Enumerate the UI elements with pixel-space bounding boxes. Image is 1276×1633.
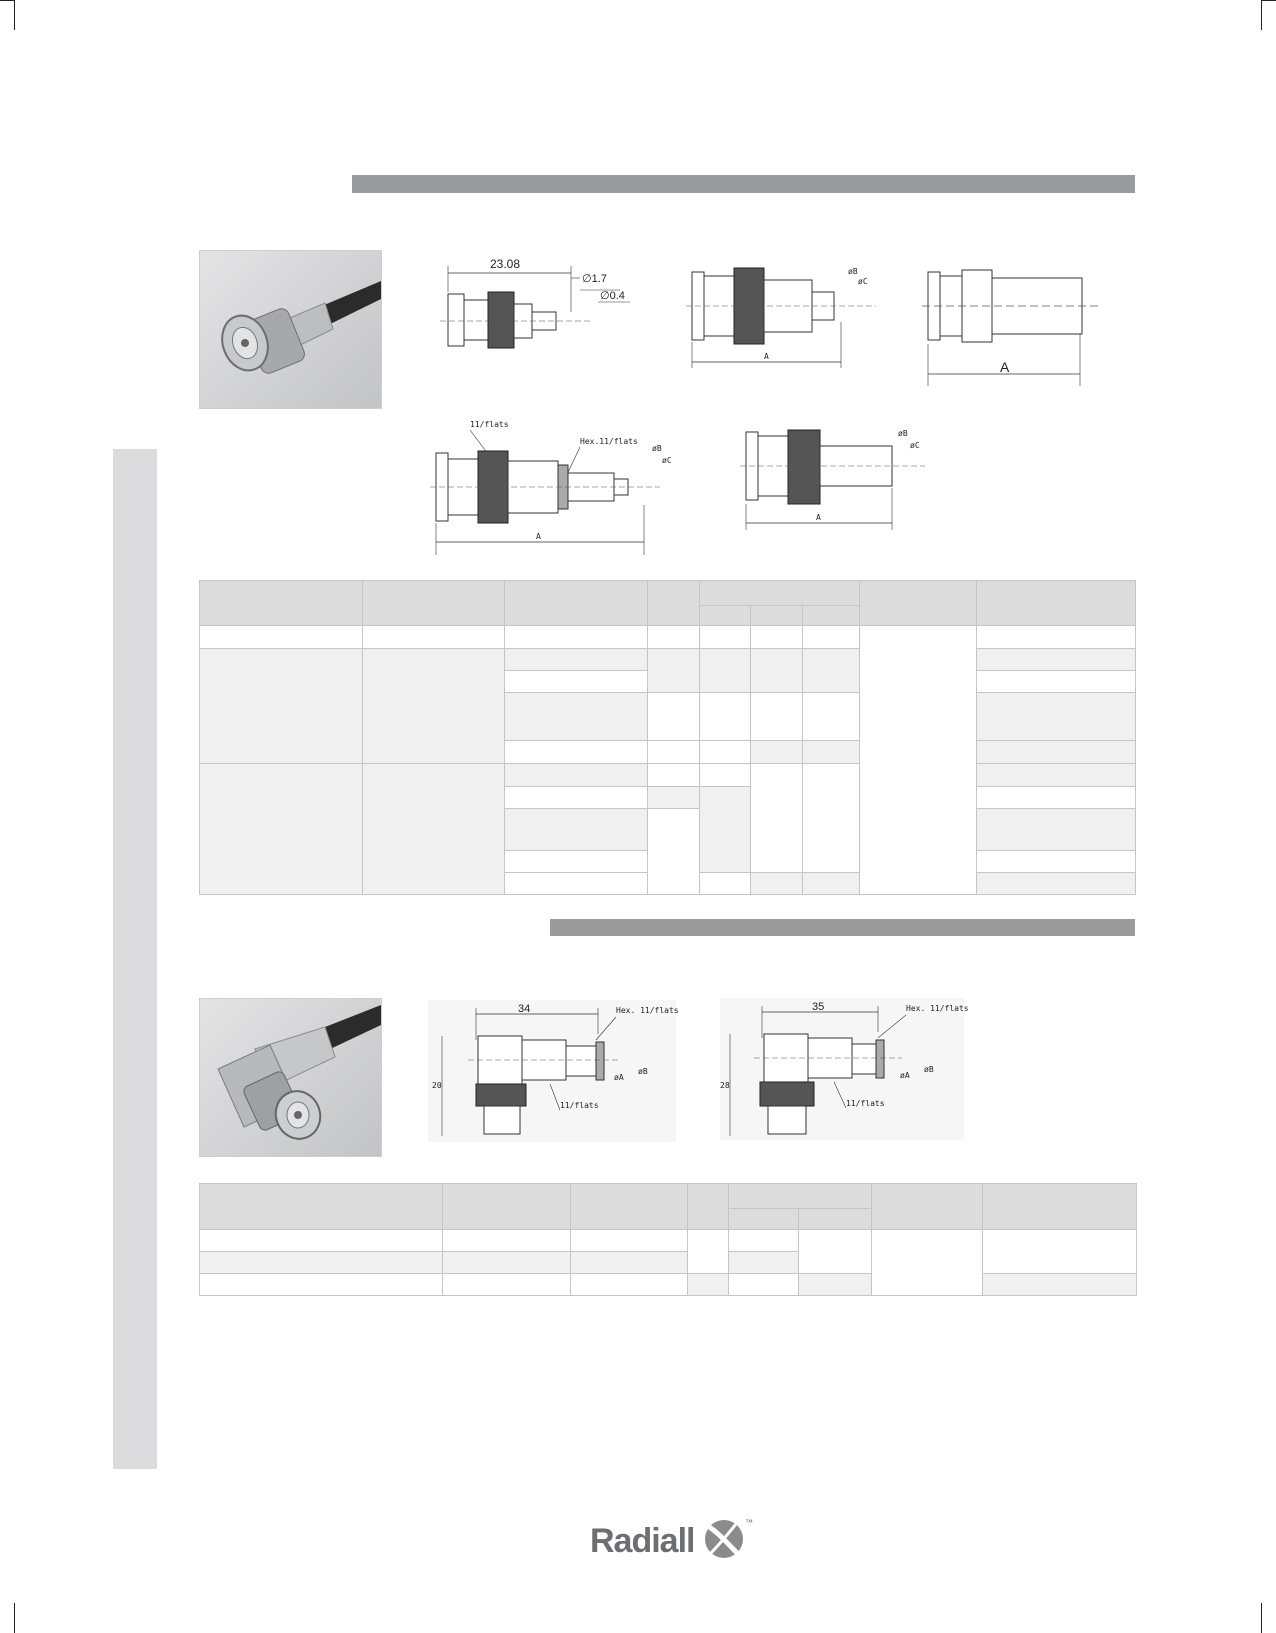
dim-dia-b: øB xyxy=(898,429,908,438)
dimension-drawing-straight-c xyxy=(922,262,1102,392)
table-header xyxy=(860,581,977,626)
trademark: ™ xyxy=(745,1518,753,1527)
dim-dia-c: øC xyxy=(910,441,920,450)
brand-name: Radiall xyxy=(590,1522,695,1560)
dimension-drawing-right-angle-a xyxy=(428,1000,679,1142)
dim-dia-b: øB xyxy=(638,1067,648,1076)
dim-dia-b: ∅1.7 xyxy=(582,273,607,285)
table-header xyxy=(700,606,751,626)
dim-dia-a: øA xyxy=(900,1071,910,1080)
table-header xyxy=(729,1184,872,1209)
crop-mark xyxy=(1261,0,1262,30)
table-header xyxy=(872,1184,983,1230)
table-header xyxy=(443,1184,571,1230)
dim-dia-b: øB xyxy=(848,267,858,276)
table-header xyxy=(983,1184,1137,1230)
crop-mark xyxy=(1261,0,1276,1)
table-row xyxy=(200,1230,1137,1252)
dimension-drawing-straight-e xyxy=(740,426,930,532)
table-header xyxy=(200,581,363,626)
table-header xyxy=(688,1184,729,1230)
table-header xyxy=(363,581,505,626)
table-row xyxy=(200,649,1136,671)
label-flats: 11/flats xyxy=(560,1101,599,1110)
table-header xyxy=(700,581,860,606)
table-header xyxy=(799,1209,872,1230)
dim-length: 35 xyxy=(812,1001,825,1013)
dimension-drawing-right-angle-b xyxy=(720,998,969,1140)
dim-height: 20 xyxy=(432,1081,442,1090)
section-header-bar-straight xyxy=(352,175,1135,193)
dim-length: A xyxy=(1000,359,1010,375)
product-photo-straight-plug xyxy=(199,250,382,409)
dim-length: A xyxy=(536,532,541,541)
dim-dia-c: øC xyxy=(662,456,672,465)
table-row xyxy=(200,1274,1137,1296)
dim-dia-a: øA xyxy=(614,1073,624,1082)
radiall-logo xyxy=(590,1516,760,1566)
section-header-bar-right-angle xyxy=(550,919,1135,936)
table-header xyxy=(751,606,803,626)
label-flats: 11/flats xyxy=(470,420,509,429)
dim-dia-b: øB xyxy=(652,444,662,453)
table-header xyxy=(803,606,860,626)
dim-length: A xyxy=(816,513,821,522)
table-header xyxy=(977,581,1136,626)
table-row xyxy=(200,626,1136,649)
crop-mark xyxy=(14,1603,15,1633)
dim-length: 34 xyxy=(518,1003,531,1015)
spec-table-straight xyxy=(199,580,1136,895)
dim-length: A xyxy=(764,352,769,361)
crop-mark xyxy=(1261,1603,1262,1633)
dim-height: 28 xyxy=(720,1081,730,1090)
spec-table-right-angle xyxy=(199,1183,1137,1296)
dim-length: 23.08 xyxy=(490,257,521,271)
crop-mark xyxy=(0,0,14,1)
dimension-drawing-straight-d xyxy=(430,415,670,560)
table-header xyxy=(505,581,648,626)
table-header xyxy=(648,581,700,626)
label-hex-flats: Hex. 11/flats xyxy=(906,1004,969,1013)
dimension-drawing-straight-b xyxy=(686,262,886,374)
crop-mark xyxy=(14,0,15,30)
dimension-drawing-straight-a xyxy=(440,252,640,370)
table-header xyxy=(571,1184,688,1230)
label-hex-flats: Hex.11/flats xyxy=(580,437,638,446)
table-row xyxy=(200,764,1136,787)
label-hex-flats: Hex. 11/flats xyxy=(616,1006,679,1015)
dim-dia-b: øB xyxy=(924,1065,934,1074)
table-header xyxy=(729,1209,799,1230)
label-flats: 11/flats xyxy=(846,1099,885,1108)
dim-dia-c: ∅0.4 xyxy=(600,290,625,302)
dim-dia-c: øC xyxy=(858,277,868,286)
table-header xyxy=(200,1184,443,1230)
side-tab-strip xyxy=(113,449,157,1469)
product-photo-right-angle-plug xyxy=(199,998,382,1157)
